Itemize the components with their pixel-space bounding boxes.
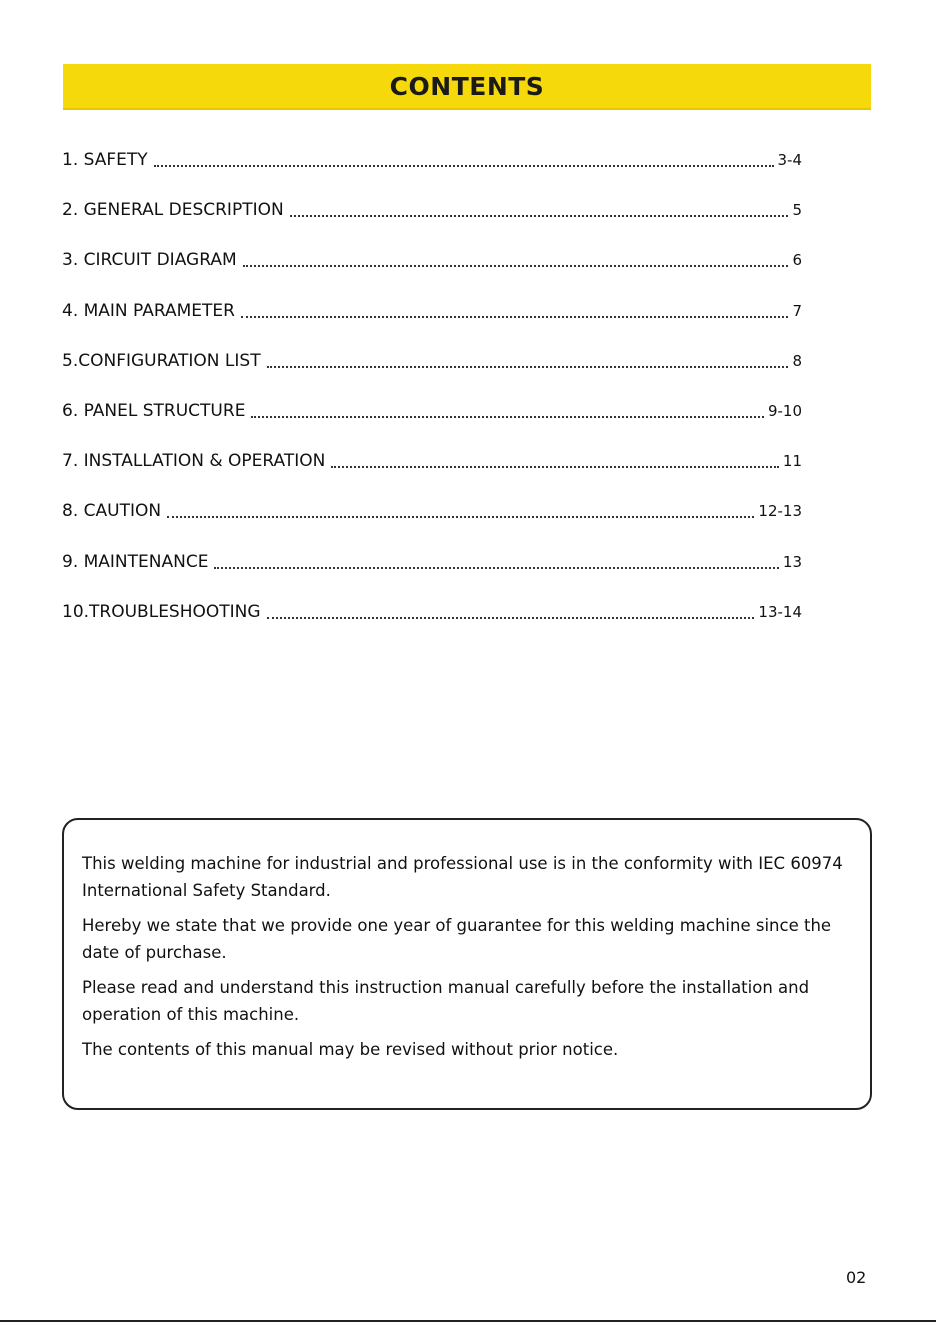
toc-leader-dots xyxy=(331,446,779,468)
toc-leader-dots xyxy=(290,195,789,217)
toc-entry-safety[interactable] xyxy=(62,145,802,195)
toc-entry-installation-operation[interactable] xyxy=(62,446,802,496)
toc-leader-dots xyxy=(241,296,789,318)
toc-label: 8. CAUTION xyxy=(62,501,162,522)
toc-page: 13 xyxy=(782,552,802,571)
toc-page: 6 xyxy=(792,251,802,270)
toc-label: 6. PANEL STRUCTURE xyxy=(62,400,246,421)
notice-box xyxy=(62,818,872,1110)
toc-leader-dots xyxy=(154,145,774,167)
page-number: 02 xyxy=(846,1268,867,1287)
toc-page: 7 xyxy=(792,301,802,320)
toc-page: 3-4 xyxy=(777,151,802,169)
toc-label: 2. GENERAL DESCRIPTION xyxy=(62,200,284,221)
toc-entry-general-description[interactable] xyxy=(62,195,802,245)
toc-label: 5.CONFIGURATION LIST xyxy=(62,350,261,371)
toc-page: 12-13 xyxy=(758,502,802,521)
toc-page: 11 xyxy=(782,452,802,471)
toc-entry-troubleshooting[interactable] xyxy=(62,597,802,647)
toc-leader-dots xyxy=(243,245,789,267)
notice-conformity: This welding machine for industrial and professional use is in the conformity with IEC 60974 International Safety Standard. xyxy=(82,854,843,900)
toc-page: 13-14 xyxy=(758,602,802,621)
toc-leader-dots xyxy=(267,597,755,619)
toc-label: 4. MAIN PARAMETER xyxy=(62,300,235,321)
notice-guarantee: Hereby we state that we provide one year of guarantee for this welding machine since the date of purchase. xyxy=(82,916,832,962)
toc-page: 5 xyxy=(792,201,802,220)
toc-label: 7. INSTALLATION & OPERATION xyxy=(62,451,326,472)
toc-page: 9-10 xyxy=(767,401,802,420)
toc-label: 10.TROUBLESHOOTING xyxy=(62,601,261,622)
toc-label: 9. MAINTENANCE xyxy=(62,551,209,572)
bottom-divider xyxy=(0,1320,936,1322)
table-of-contents xyxy=(62,145,802,647)
toc-leader-dots xyxy=(167,496,754,518)
toc-entry-caution[interactable] xyxy=(62,496,802,546)
toc-entry-maintenance[interactable] xyxy=(62,547,802,597)
toc-entry-configuration-list[interactable] xyxy=(62,346,802,396)
toc-label: 3. CIRCUIT DIAGRAM xyxy=(62,250,237,271)
notice-read-manual: Please read and understand this instruction manual carefully before the installation and operation of this machine. xyxy=(82,978,810,1024)
page-title: CONTENTS xyxy=(389,71,545,101)
contents-title-bar xyxy=(63,64,871,110)
toc-page: 8 xyxy=(792,351,802,370)
toc-entry-circuit-diagram[interactable] xyxy=(62,245,802,295)
notice-revision: The contents of this manual may be revised without prior notice. xyxy=(82,1040,619,1059)
toc-label: 1. SAFETY xyxy=(62,150,148,170)
toc-entry-panel-structure[interactable] xyxy=(62,396,802,446)
toc-entry-main-parameter[interactable] xyxy=(62,296,802,346)
toc-leader-dots xyxy=(267,346,789,368)
toc-leader-dots xyxy=(251,396,764,418)
toc-leader-dots xyxy=(214,547,778,569)
